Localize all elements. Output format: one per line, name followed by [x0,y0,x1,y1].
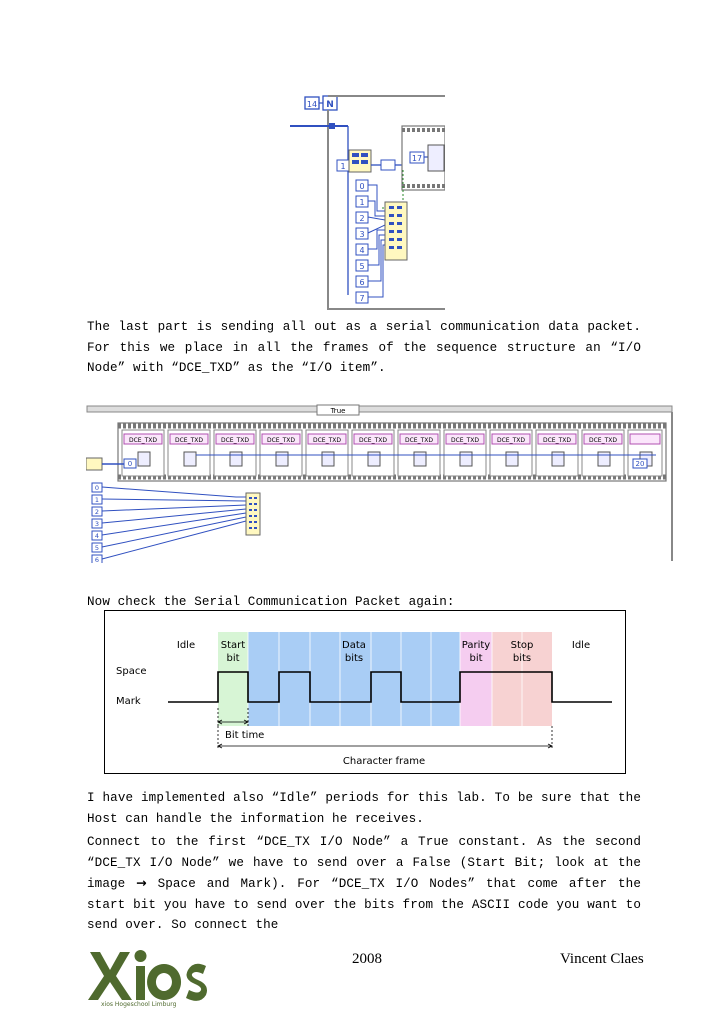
paragraph-connect-part-1: Connect to the first “DCE_TX I/O Node” a True constant. As the second “DCE_TX I/O Node” we have to send over a False (Start Bit; look at the image [87,835,641,891]
io-node-label-8: DCE_TXD [497,437,525,444]
idle-right-label: Idle [571,640,591,651]
bit-const-1: 1 [359,198,365,207]
io-node-label-7: DCE_TXD [451,437,479,444]
io-node-label-5: DCE_TXD [359,437,387,444]
frame-const: 17 [411,154,423,163]
start-bit-label-1: Start [220,640,246,651]
loop-count-const: 14 [306,100,318,109]
serial-packet-diagram [104,610,626,774]
xios-logo [86,940,216,1008]
sequence-structure-diagram [86,403,674,563]
bit-const-0: 0 [359,182,365,191]
case-selector-label: True [330,407,346,415]
io-node-label-0: DCE_TXD [129,437,157,444]
bit2-const-4: 4 [94,532,100,540]
bit2-const-0: 0 [94,484,100,492]
stop-bits-label-2: bits [512,653,532,664]
left-const: 0 [127,460,133,468]
bit-const-4: 4 [359,246,365,255]
labview-loop-diagram [285,90,445,312]
footer-year: 2008 [352,951,382,967]
bit2-const-2: 2 [94,508,100,516]
character-frame-label: Character frame [342,756,426,767]
bit2-const-6: 6 [94,556,100,563]
paragraph-idle-periods: I have implemented also “Idle” periods for this lab. To be sure that the Host can handle the information he receives. [87,791,641,826]
bit-const-3: 3 [359,230,365,239]
bit-const-2: 2 [359,214,365,223]
io-node-label-9: DCE_TXD [543,437,571,444]
idle-left-label: Idle [176,640,196,651]
space-label: Space [116,666,147,677]
io-node-label-2: DCE_TXD [221,437,249,444]
bit-const-7: 7 [359,294,365,303]
io-node-label-6: DCE_TXD [405,437,433,444]
bit-const-6: 6 [359,278,365,287]
stop-bits-label-1: Stop [510,640,534,651]
paragraph-check-packet: Now check the Serial Communication Packet again: [87,595,455,609]
io-node-label-10: DCE_TXD [589,437,617,444]
bit-const-5: 5 [359,262,365,271]
bit2-const-3: 3 [94,520,100,528]
mark-label: Mark [116,696,141,707]
bit2-const-5: 5 [94,544,100,552]
data-bits-label-2: bits [344,653,364,664]
io-node-label-1: DCE_TXD [175,437,203,444]
bit-time-label: Bit time [225,730,265,741]
right-const: 20 [635,460,645,468]
paragraph-io-node-intro: The last part is sending all out as a serial communication data packet. For this we place in all the frames of the sequence structure an “I/O Node” with “DCE_TXD” as the “I/O item”. [87,320,641,375]
start-bit-label-2: bit [226,653,240,664]
bit2-const-1: 1 [94,496,100,504]
paragraph-connect-nodes [87,832,641,936]
paragraph-connect-part-2: Space and Mark). For “DCE_TX I/O Nodes” that come after the start bit you have to send over the bits from the ASCII code you want to send over. So connect the [87,877,641,932]
data-bits-label-1: Data [342,640,366,651]
footer-author: Vincent Claes [560,951,644,967]
loop-n-terminal: N [326,100,334,110]
io-node-label-3: DCE_TXD [267,437,295,444]
arrow-icon: → [136,875,147,890]
index-const: 1 [340,162,346,171]
io-node-label-4: DCE_TXD [313,437,341,444]
bit-constants [356,180,368,303]
bit-constants-2 [92,483,102,563]
logo-subtext: xios Hogeschool Limburg [101,1001,177,1008]
parity-bit-label-1: Parity [461,640,491,651]
parity-bit-label-2: bit [469,653,483,664]
